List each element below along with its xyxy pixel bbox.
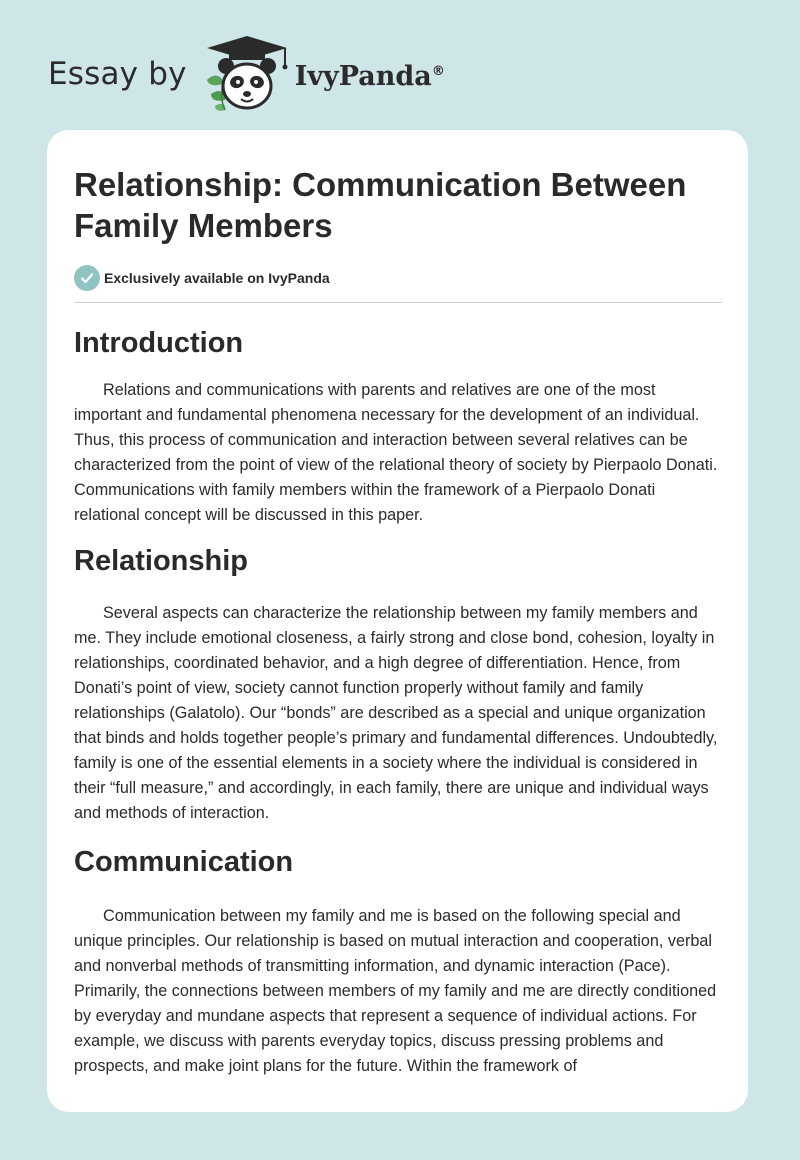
- essay-by-label: Essay by: [48, 56, 187, 92]
- panda-logo-icon[interactable]: [201, 34, 293, 114]
- section-paragraph-relationship: Several aspects can characterize the relationship between my family members and me. They include emotional closeness, a fairly strong and close bond, cohesion, loyalty in relationships, coordinated behavior, and a high degree of differentiation. Hence, from Donati’s point of view, society cannot function properly without family and family relationships (Galatolo). Our “bonds” are described as a special and unique organization that binds and holds together people’s primary and fundamental differences. Undoubtedly, family is one of the essential elements in a society where the individual is considered in their “full measure,” and accordingly, in each family, there are unique and individual ways and methods of interaction.: [74, 604, 718, 822]
- section-paragraph-introduction: Relations and communications with parents and relatives are one of the most important and fundamental phenomena necessary for the development of an individual. Thus, this process of communication and interaction between several relatives can be characterized from the point of view of the relational theory of society by Pierpaolo Donati. Communications with family members within the framework of a Pierpaolo Donati relational concept will be discussed in this paper.: [74, 381, 718, 524]
- exclusive-badge: [74, 264, 722, 292]
- exclusive-text: Exclusively available on IvyPanda: [104, 270, 330, 286]
- brand-name: IvyPanda®: [294, 60, 445, 92]
- registered-mark: ®: [431, 63, 445, 79]
- check-icon: [74, 265, 100, 291]
- essay-title: Relationship: Communication Between Family Members: [74, 166, 687, 244]
- site-header: [48, 34, 445, 114]
- section-heading-communication: Communication: [74, 846, 294, 878]
- divider: [74, 302, 722, 303]
- essay-card: [47, 130, 748, 1112]
- section-paragraph-communication: Communication between my family and me is based on the following special and unique principles. Our relationship is based on mutual interaction and cooperation, verbal and nonverbal methods of transmitting information, and dynamic interaction (Pace). Primarily, the connections between members of my family and me are directly conditioned by everyday and mundane aspects that represent a sequence of individual actions. For example, we discuss with parents everyday topics, discuss pressing problems and prospects, and make joint plans for the future. Within the framework of: [74, 907, 717, 1075]
- section-heading-introduction: Introduction: [74, 327, 244, 359]
- section-heading-relationship: Relationship: [74, 545, 249, 577]
